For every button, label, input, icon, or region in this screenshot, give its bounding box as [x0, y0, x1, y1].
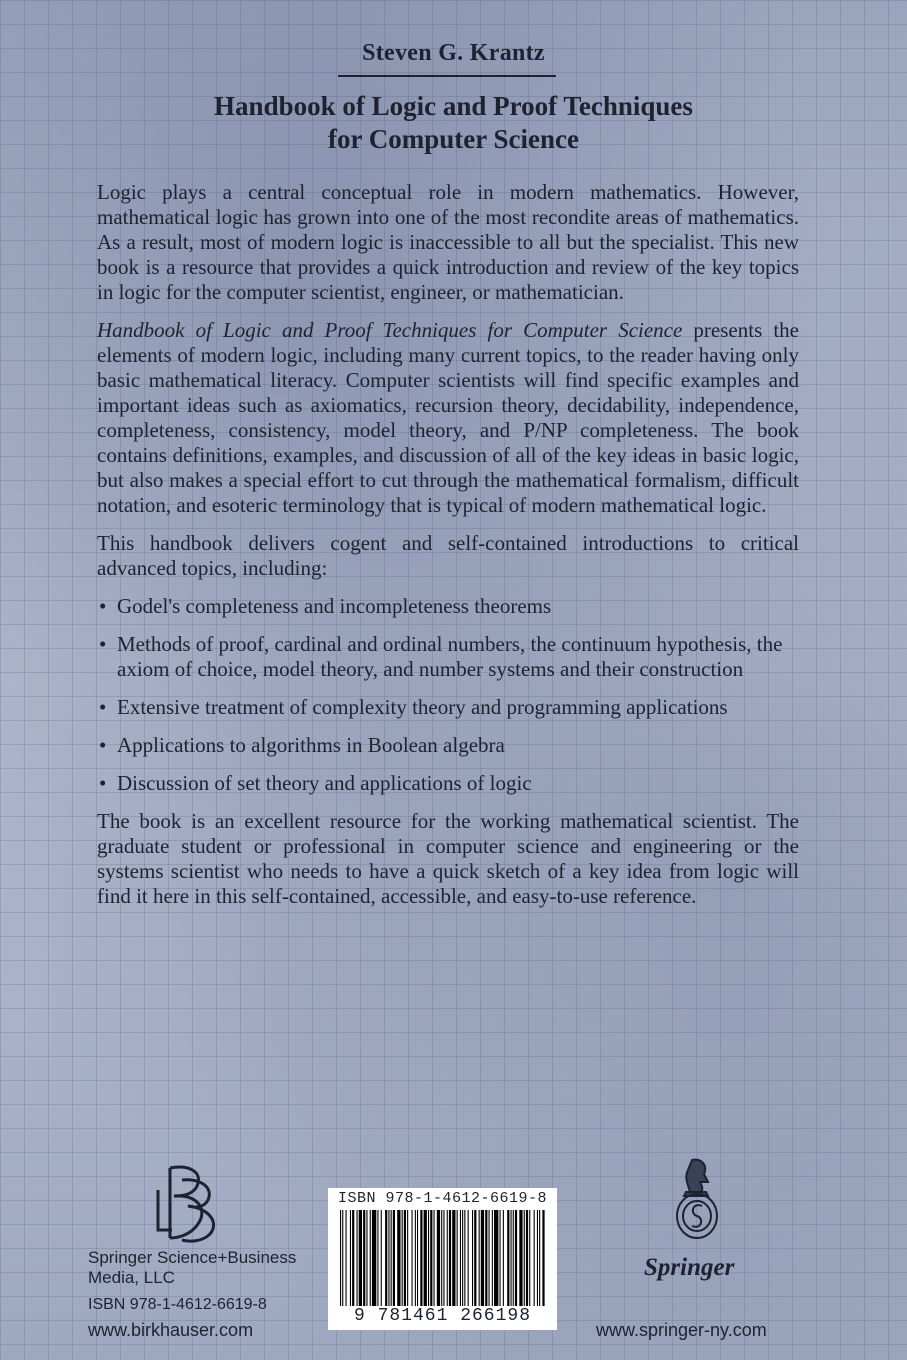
book-title-line-1: Handbook of Logic and Proof Techniques — [214, 91, 693, 121]
list-item — [97, 771, 799, 796]
paragraph-topics-intro: This handbook delivers cogent and self-contained introductions to critical advanced topics, including: — [97, 531, 799, 580]
springer-knight-logo-icon — [672, 1156, 722, 1251]
list-item-text: Discussion of set theory and applications of logic — [117, 771, 532, 795]
paragraph-closing: The book is an excellent resource for the working mathematical scientist. The graduate student or professional in computer science and engineering or the systems scientist who needs to have a quick sketch of a key idea from logic will find it here in this self-contained, accessible, and easy-to-use reference. — [97, 809, 799, 908]
topics-list — [97, 594, 799, 796]
list-item-text: Godel's completeness and incompleteness theorems — [117, 594, 552, 618]
barcode-icon — [338, 1210, 547, 1308]
publisher-line-2: Media, LLC — [88, 1268, 175, 1287]
birkhauser-url: www.birkhauser.com — [88, 1320, 254, 1340]
birkhauser-logo-icon — [152, 1160, 230, 1251]
list-item — [97, 695, 799, 720]
book-title-italic: Handbook of Logic and Proof Techniques for Computer Science — [97, 318, 683, 342]
paragraph-handbook — [97, 318, 799, 518]
springer-url: www.springer-ny.com — [596, 1320, 767, 1340]
author-name: Steven G. Krantz — [362, 40, 545, 66]
list-item-text: Methods of proof, cardinal and ordinal numbers, the continuum hypothesis, the axiom of choice, model theory, and number systems and their construction — [117, 632, 783, 681]
book-title-line-2: for Computer Science — [328, 124, 579, 154]
isbn-text: ISBN 978-1-4612-6619-8 — [88, 1296, 267, 1313]
springer-brand: Springer — [644, 1254, 735, 1281]
bullet-dot: • — [99, 594, 107, 618]
list-item — [97, 733, 799, 758]
paragraph-intro: Logic plays a central conceptual role in modern mathematics. However, mathematical logic has grown into one of the most recondite areas of mathematics. As a result, most of modern logic is inaccessible to all but the specialist. This new book is a resource that provides a quick introduction and review of the key topics in logic for the computer scientist, engineer, or mathematician. — [97, 180, 799, 304]
author-rule — [338, 75, 556, 77]
barcode-isbn: ISBN 978-1-4612-6619-8 — [337, 1190, 548, 1207]
list-item-text: Extensive treatment of complexity theory and programming applications — [117, 695, 728, 719]
bullet-dot: • — [99, 733, 107, 757]
list-item-text: Applications to algorithms in Boolean algebra — [117, 733, 505, 757]
list-item — [97, 594, 799, 619]
publisher-name — [88, 1248, 296, 1288]
barcode — [328, 1188, 557, 1330]
bullet-dot: • — [99, 771, 107, 795]
bullet-dot: • — [99, 632, 107, 656]
publisher-line-1: Springer Science+Business — [88, 1248, 297, 1267]
paragraph-handbook-text: presents the elements of modern logic, including many current topics, to the reader having only basic mathematical literacy. Computer scientists will find specific examples and important ideas such as axiomatics, recursion theory, decidability, independence, completeness, consistency, model theory, and P/NP completeness. The book contains definitions, examples, and discussion of all of the key ideas in basic logic, but also makes a special effort to cut through the mathematical formalism, difficult notation, and esoteric terminology that is typical of modern mathematical logic. — [97, 318, 799, 517]
bullet-dot: • — [99, 695, 107, 719]
book-title — [0, 90, 907, 156]
barcode-number: 9 781461 266198 — [353, 1306, 532, 1326]
list-item — [97, 632, 799, 682]
description — [97, 180, 799, 922]
